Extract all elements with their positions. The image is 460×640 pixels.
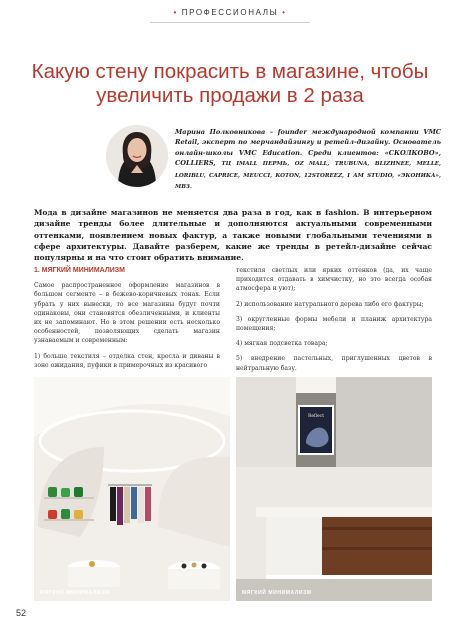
store-photo-left xyxy=(34,377,230,601)
bullet-icon: • xyxy=(173,8,178,17)
article-headline: Какую стену покрасить в магазине, чтобы увеличить продажи в 2 раза xyxy=(31,60,429,107)
expert-bio-text: Марина Полковникова – founder международной компании VMC Retail, эксперт по мерчандайзингу и ретейл-дизайну. Основатель онлайн-школы VMC Education. Среди клиентов: «СКОЛКОВО», COLLIERS, xyxy=(175,128,441,168)
section-label-text: ПРОФЕССИОНАЛЫ xyxy=(181,8,279,17)
photo-caption: МЯГКИЙ МИНИМАЛИЗМ xyxy=(40,590,110,596)
photo-caption: МЯГКИЙ МИНИМАЛИЗМ xyxy=(242,590,312,596)
store-photo-right xyxy=(236,377,432,601)
expert-bio xyxy=(175,127,441,192)
body-column-left xyxy=(34,266,220,376)
bullet-icon: • xyxy=(282,8,287,17)
body-paragraph: текстиля светлых или ярких оттенков (да, их чаще приходится отдавать в химчистку, но это всегда особая атмосфера и уют); xyxy=(236,267,432,293)
body-column-right xyxy=(236,266,432,379)
expert-portrait xyxy=(106,125,168,187)
body-paragraph: Самое распространенное оформление магазинов в большом сегменте – в бежево-коричневых тонах. Если убрать у них вывески, то все магазины будут почти одинаковы, они становятся обезличенными, и клиенты их не запоминают. Но в этом решении есть несколько особенностей, позволяющих сделать магазин узнаваемым и современным: xyxy=(34,282,220,345)
poster-text: Reflect xyxy=(307,414,325,419)
body-paragraph: 1) больше текстиля – отделка стен, кресла и диваны в зоне ожидания, пуфики в примерочных из красивого xyxy=(34,352,220,369)
expert-clients: ТЦ IMALL ПЕРМЬ, OZ MALL, TRUBUNA, BLIZHNEE, MELLE, LORIBLU, CAPRICE, MEUCCI, KOTON, 12STOREEZ, I AM STUDIO, «ЭКОНИКА», МВЗ. xyxy=(175,161,442,191)
section-divider xyxy=(150,22,310,23)
body-paragraph: 2) использование натурального дерева либо его фактуры; xyxy=(236,300,424,308)
section-subheading: 1. МЯГКИЙ МИНИМАЛИЗМ xyxy=(34,267,125,274)
article-lead: Мода в дизайне магазинов не меняется два раза в год, как в fashion. В интерьерном дизайне тренды более длительные и дополняются актуальными современными оттенками, появлением новых фактур, а также новыми глобальными течениями в сфере архитектуры. Давайте разберем, какие же тренды в ретейл-дизайне сейчас популярны и на что стоит обратить внимание. xyxy=(34,208,432,263)
body-paragraph: 4) мягкая подсветка товара; xyxy=(236,340,328,348)
page-number: 52 xyxy=(16,608,27,618)
body-paragraph: 3) округленные формы мебели и планиж архитектура помещения; xyxy=(236,315,432,333)
body-paragraph: 5) внедрение пастельных, приглушенных цветов в нейтральную базу. xyxy=(236,355,432,372)
section-label xyxy=(0,8,460,17)
